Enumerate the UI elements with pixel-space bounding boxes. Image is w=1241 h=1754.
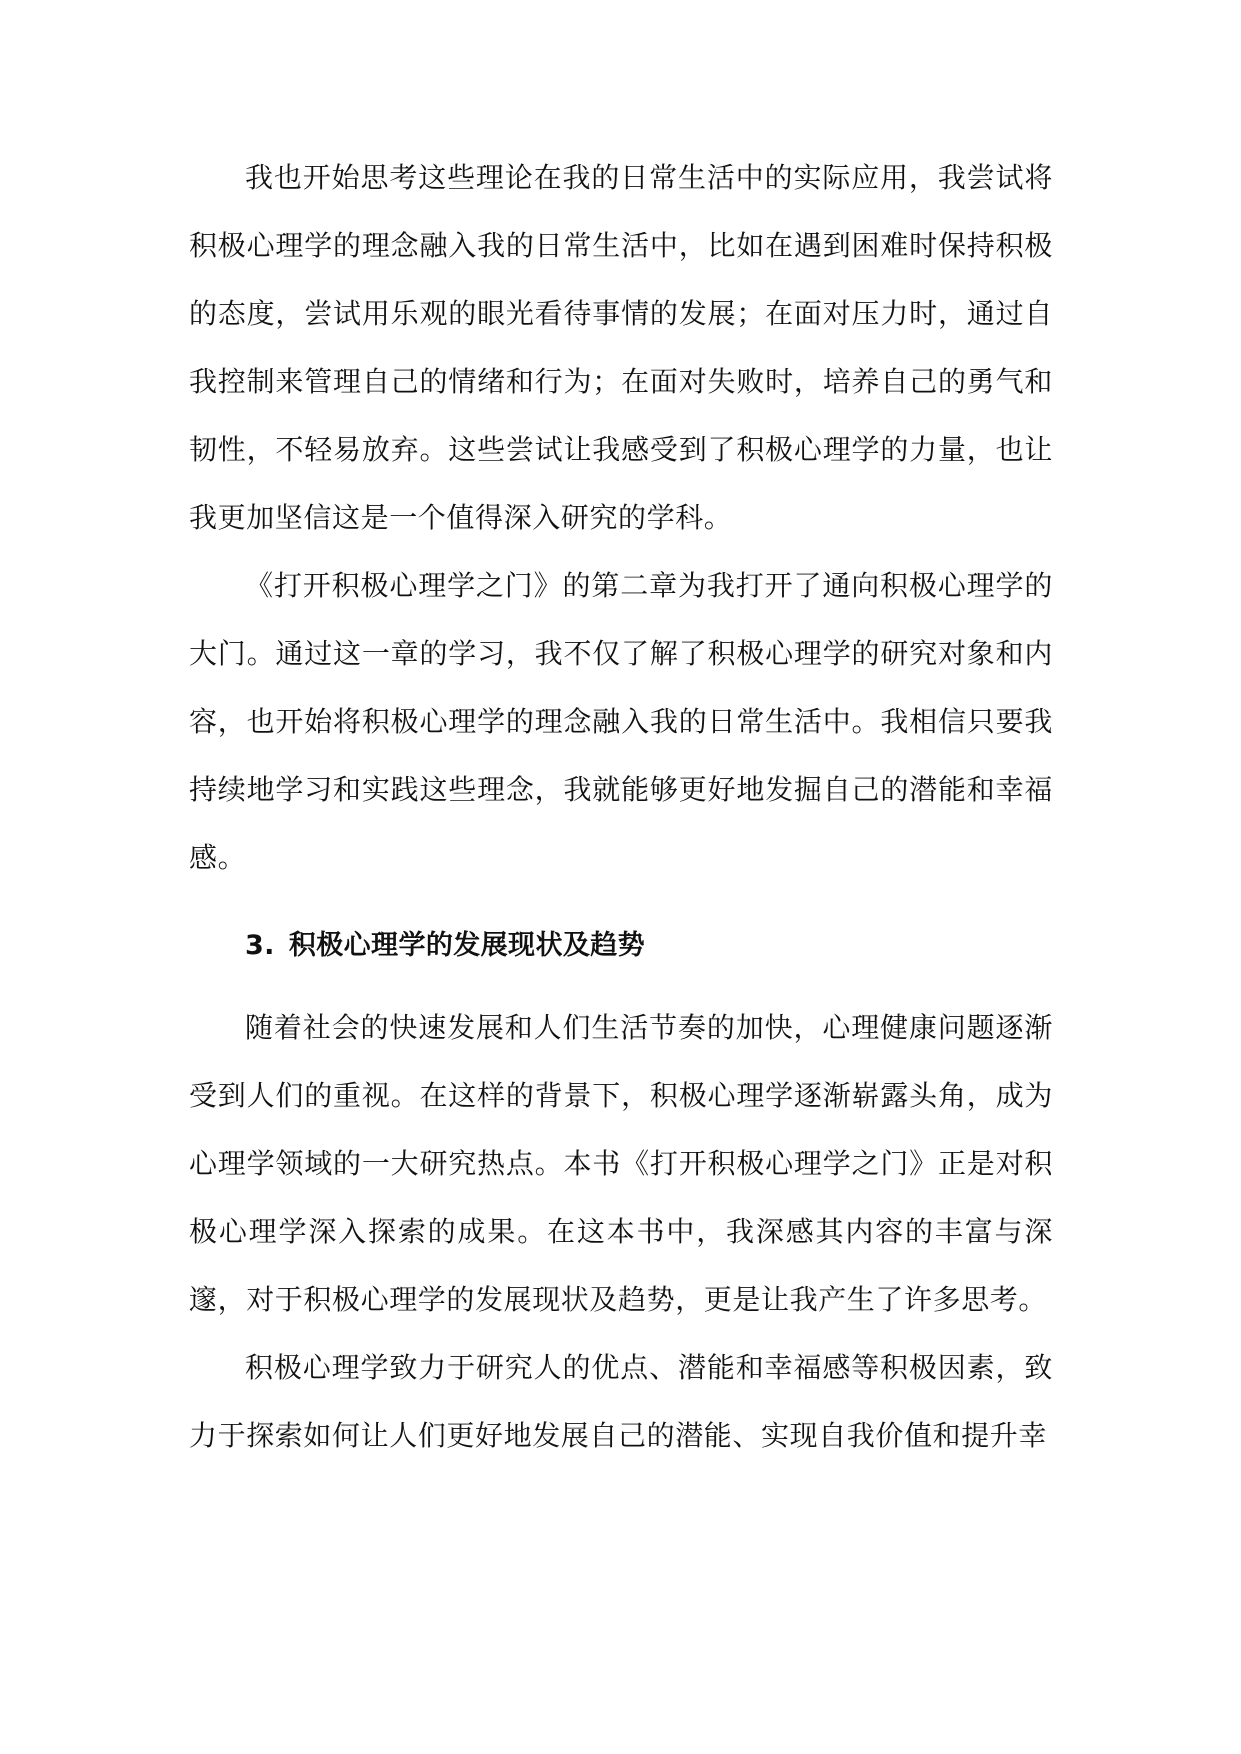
paragraph-background: 随着社会的快速发展和人们生活节奏的加快，心理健康问题逐渐受到人们的重视。在这样的背景下，积极心理学逐渐崭露头角，成为心理学领域的一大研究热点。本书《打开积极心理学之门》正是对积极心理学深入探索的成果。在这本书中，我深感其内容的丰富与深邃，对于积极心理学的发展现状及趋势，更是让我产生了许多思考。 xyxy=(189,1011,1053,1316)
document-body xyxy=(189,144,1053,1470)
paragraph-chapter-two-summary: 《打开积极心理学之门》的第二章为我打开了通向积极心理学的大门。通过这一章的学习，我不仅了解了积极心理学的研究对象和内容，也开始将积极心理学的理念融入我的日常生活中。我相信只要我持续地学习和实践这些理念，我就能够更好地发掘自己的潜能和幸福感。 xyxy=(189,569,1053,874)
section-title: 积极心理学的发展现状及趋势 xyxy=(288,930,646,961)
section-heading xyxy=(189,912,1053,980)
paragraph-research-focus: 积极心理学致力于研究人的优点、潜能和幸福感等积极因素，致力于探索如何让人们更好地发展自己的潜能、实现自我价值和提升幸 xyxy=(189,1351,1053,1452)
section-number: 3. xyxy=(245,930,275,961)
paragraph-daily-application: 我也开始思考这些理论在我的日常生活中的实际应用，我尝试将积极心理学的理念融入我的日常生活中，比如在遇到困难时保持积极的态度，尝试用乐观的眼光看待事情的发展；在面对压力时，通过自我控制来管理自己的情绪和行为；在面对失败时，培养自己的勇气和韧性，不轻易放弃。这些尝试让我感受到了积极心理学的力量，也让我更加坚信这是一个值得深入研究的学科。 xyxy=(189,161,1053,534)
